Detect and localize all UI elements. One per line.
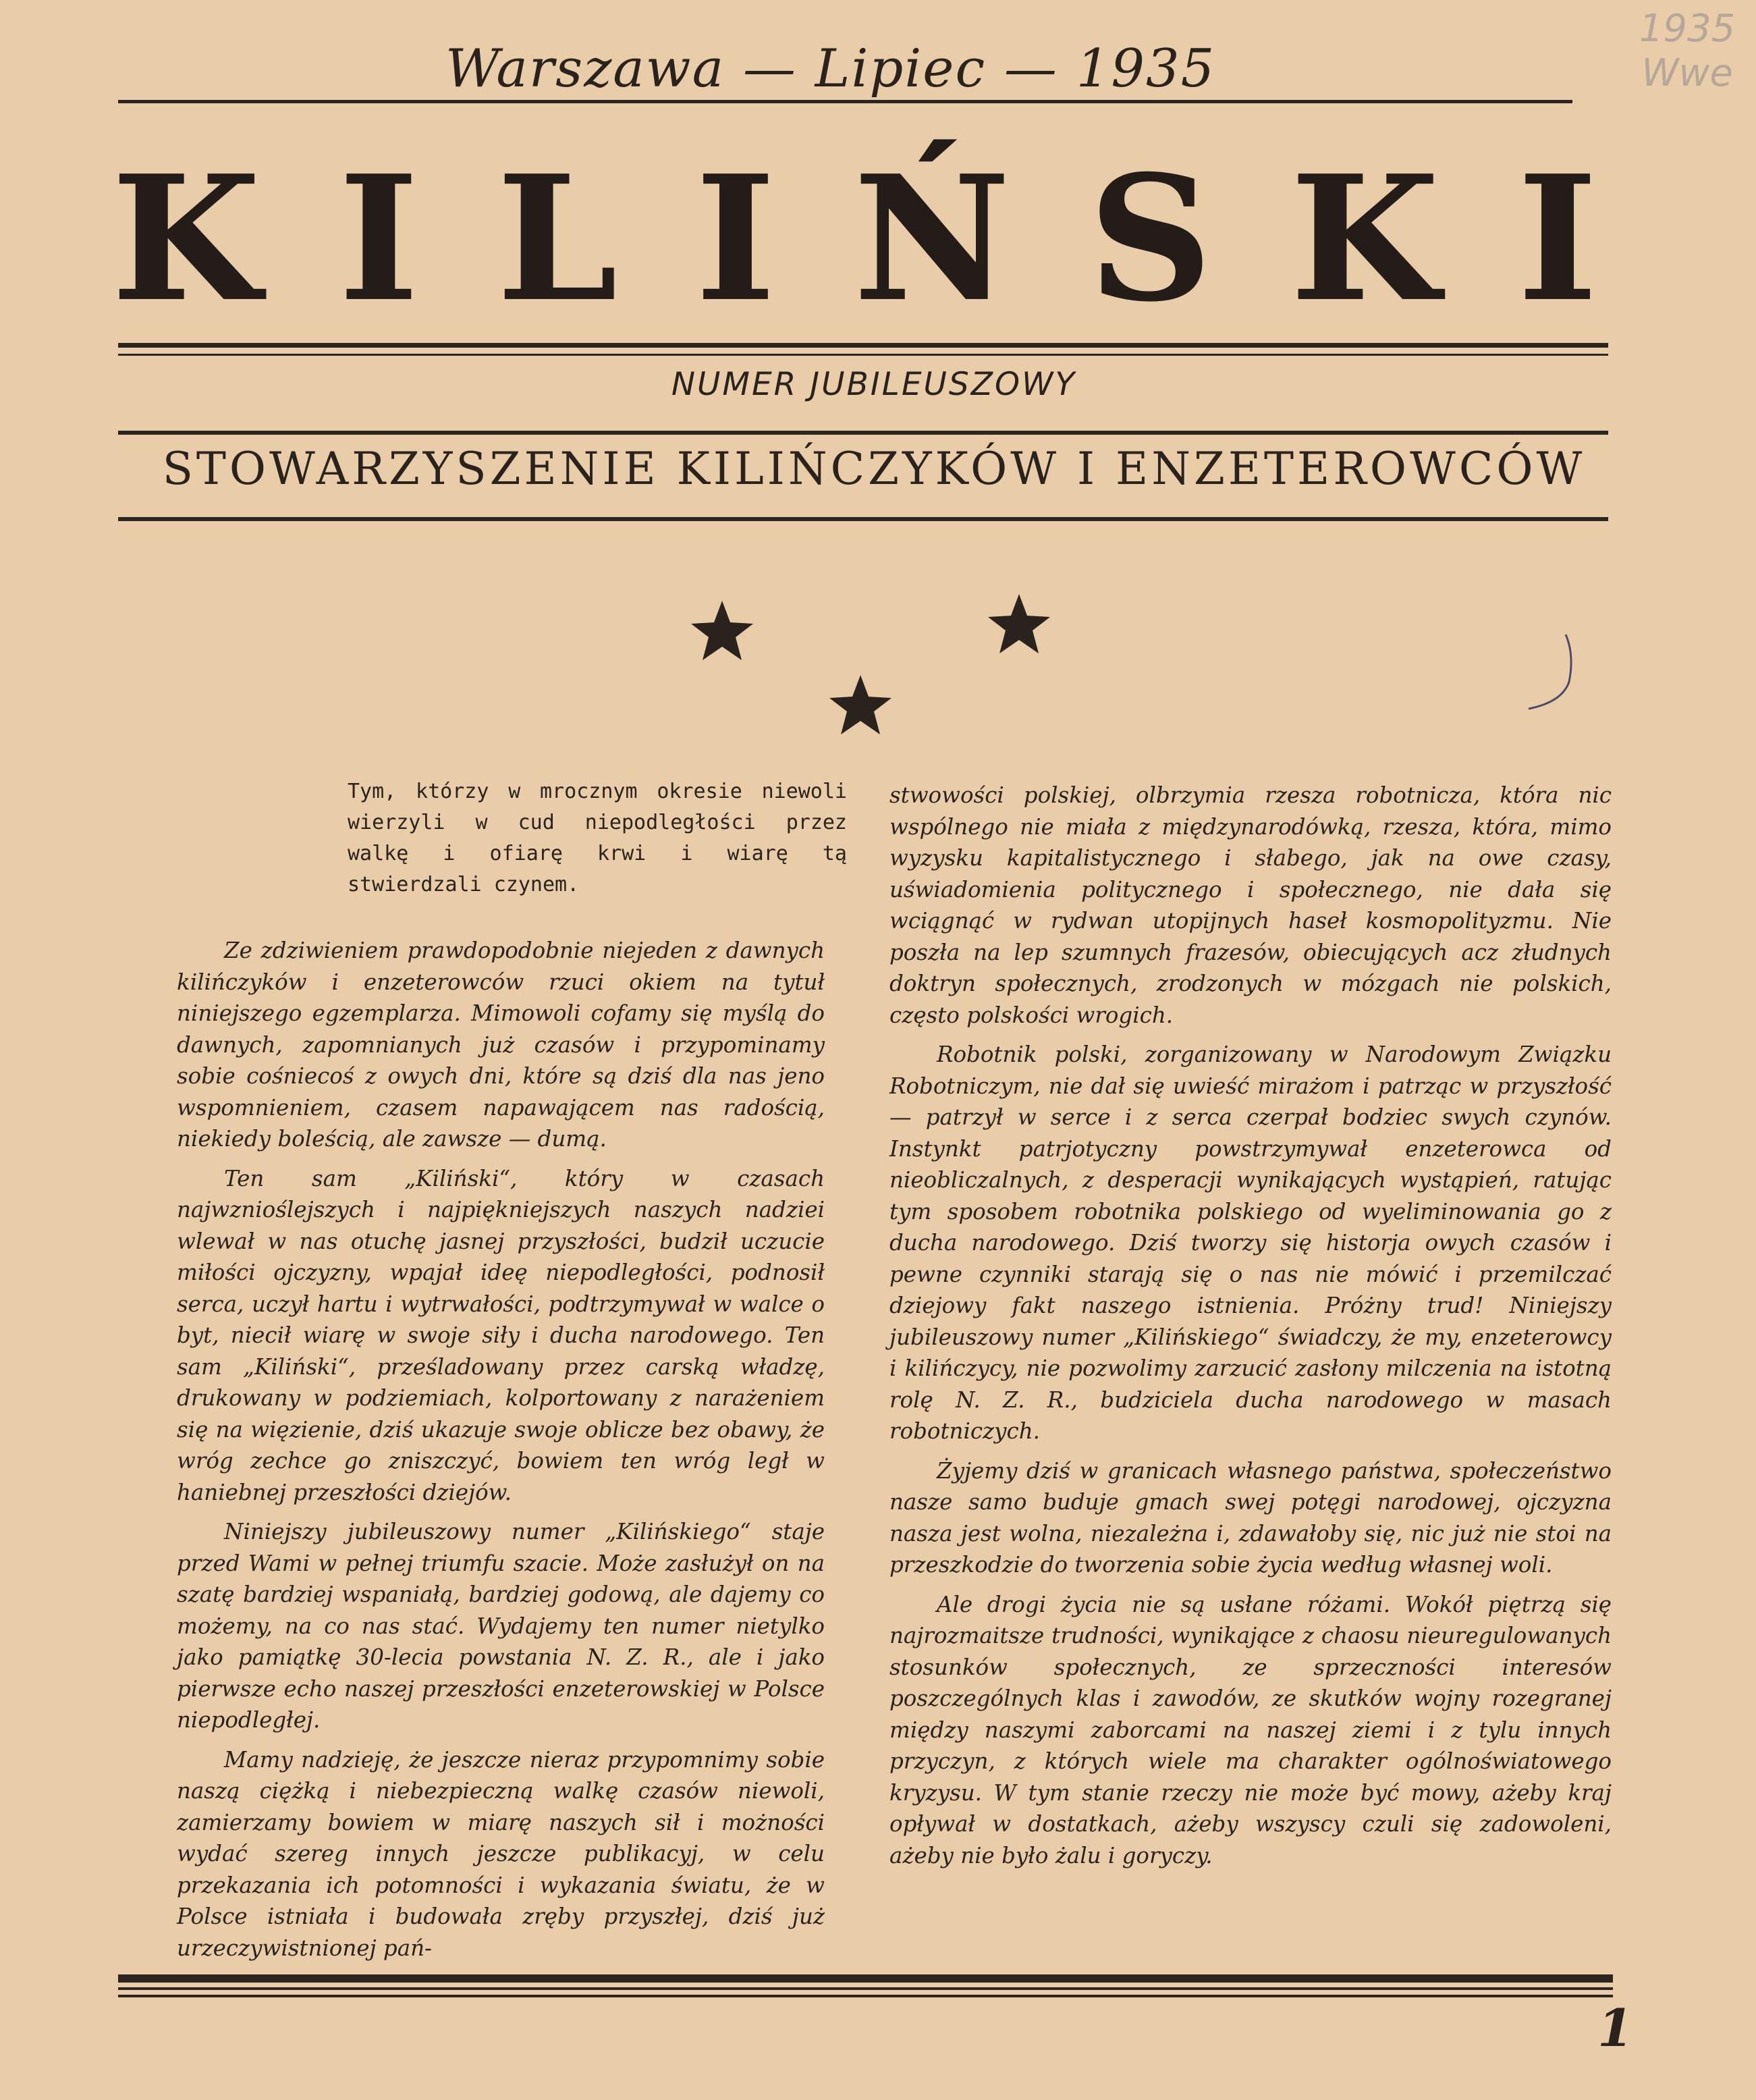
rule-top [118,100,1572,103]
society-name: STOWARZYSZENIE KILIŃCZYKÓW I ENZETEROWCÓW [162,443,1586,495]
rule-issue-bottom [118,431,1608,435]
paragraph: Niniejszy jubileuszowy numer „Kilińskiego“ staje przed Wami w pełnej triumfu szacie. Może zasłużył on na szatę bardziej wspaniałą, bardziej godową, ale dajemy co możemy, na co nas stać. Wydajemy ten numer nietylko jako pamiątkę 30-lecia powstania N. Z. R., ale i jako pierwsze echo naszej przeszłości enzeterowskiej w Polsce niepodległej. [177,1519,825,1733]
star-icon [829,675,891,734]
paragraph: Ze zdziwieniem prawdopodobnie niejeden z dawnych kilińczyków i enzeterowców rzuci okiem na tytuł niniejszego egzemplarza. Mimowoli cofamy się myślą do dawnych, zapomnianych już czasów i przypominamy sobie cośniecoś z owych dni, które są dziś dla nas jeno wspomnieniem, czasem napawającem nas radością, niekiedy boleścią, ale zawsze — dumą. [177,938,825,1152]
rule-footer-3 [118,1995,1613,1997]
paragraph-continuation: stwowości polskiej, olbrzymia rzesza robotnicza, która nic wspólnego nie miała z międzynarodówką, rzesza, która, mimo wyzysku kapitalistycznego i słabego, jak na owe czasy, uświadomienia politycznego i społecznego, nie dała się wciągnąć w rydwan utopijnych haseł kosmopolityzmu. Nie poszła na lep szumnych frazesów, obiecujących acz złudnych doktryn społecznych, zrodzonych w mózgach nie polskich, często polskości wrogich. [889,782,1612,1028]
paragraph: Mamy nadzieję, że jeszcze nieraz przypomnimy sobie naszą ciężką i niebezpieczną walkę czasów niewoli, zamierzamy bowiem w miarę naszych sił i możności wydać szereg innych jeszcze publikacyj, w celu przekazania ich potomności i wykazania światu, że w Polsce istniała i budowała zręby przyszłej, dziś już urzeczywistnionej pań- [177,1746,825,1961]
issue-label: NUMER JUBILEUSZOWY [671,366,1077,403]
paragraph: Żyjemy dziś w granicach własnego państwa, społeczeństwo nasze samo buduje gmach swej potęgi narodowej, ojczyzna nasza jest wolna, niezależna i, zdawałoby się, nic już nie stoi na przeszkodzie do tworzenia sobie życia według własnej woli. [889,1457,1612,1578]
rule-footer-2 [118,1987,1613,1990]
page-number: 1 [1597,1998,1633,2058]
rule-footer-1 [118,1974,1613,1983]
article-left-column [177,935,825,1961]
pencil-mark [1515,628,1589,722]
paragraph: Ale drogi życia nie są usłane różami. Wokół piętrzą się najrozmaitsze trudności, wynikające z chaosu nieuregulowanych stosunków społecznych, ze sprzeczności interesów poszczególnych klas i zawodów, ze skutków wojny rozegranej między naszymi zaborcami na naszej ziemi i z tylu innych przyczyn, z których wiele ma charakter ogólnoświatowego kryzysu. W tym stanie rzeczy nie może być mowy, ażeby kraj opływał w dostatkach, ażeby wszyscy czuli się zadowoleni, ażeby nie było żalu i goryczy. [889,1591,1612,1868]
dedication: Tym, którzy w mrocznym okresie niewoli wierzyli w cud niepodległości przez walkę i ofiarę krwi i wiarę tą stwierdzali czynem. [348,780,847,896]
dateline: Warszawa — Lipiec — 1935 [445,38,1216,99]
paragraph: Robotnik polski, zorganizowany w Narodowym Związku Robotniczym, nie dał się uwieść mirażom i patrząc w przyszłość — patrzył w serce i z serca czerpał bodziec swych czynów. Instynkt patrjotyczny powstrzymywał enzeterowca od nieobliczalnych, z desperacji wynikających wystąpień, ratując tym sposobem robotnika polskiego od wyeliminowania go z ducha narodowego. Dziś tworzy się historja owych czasów i pewne czynniki starają się o nas nie mówić i przemilczać dziejowy fakt naszego istnienia. Próżny trud! Niniejszy jubileuszowy numer „Kilińskiego“ świadczy, że my, enzeterowcy i kilińczycy, nie pozwolimy zarzucić zasłony milczenia na istotną rolę N. Z. R., budziciela ducha narodowego w masach robotniczych. [889,1042,1612,1444]
star-icon [988,594,1050,653]
rule-masthead-bottom-1 [118,343,1608,348]
star-icon [691,601,753,660]
paragraph: Ten sam „Kiliński“, który w czasach najwznioślejszych i najpiękniejszych naszych nadziei wlewał w nas otuchę jasnej przyszłości, budził uczucie miłości ojczyzny, wpajał ideę niepodległości, podnosił serca, uczył hartu i wytrwałości, podtrzymywał w walce o byt, niecił wiarę w swoje siły i ducha narodowego. Ten sam „Kiliński“, prześladowany przez carską władzę, drukowany w podziemiach, kolportowany z narażeniem się na więzienie, dziś ukazuje swoje oblicze bez obawy, że wróg zechce go zniszczyć, bowiem ten wróg legł w haniebnej przeszłości dziejów. [177,1165,825,1505]
handwritten-archive-note: 1935 Wwe [1639,7,1736,95]
masthead-title: KILIŃSKI [111,138,1676,340]
rule-society-bottom [118,517,1608,521]
rule-masthead-bottom-2 [118,354,1608,356]
article-right-column [889,780,1612,1941]
stars-ornament [675,581,1093,756]
